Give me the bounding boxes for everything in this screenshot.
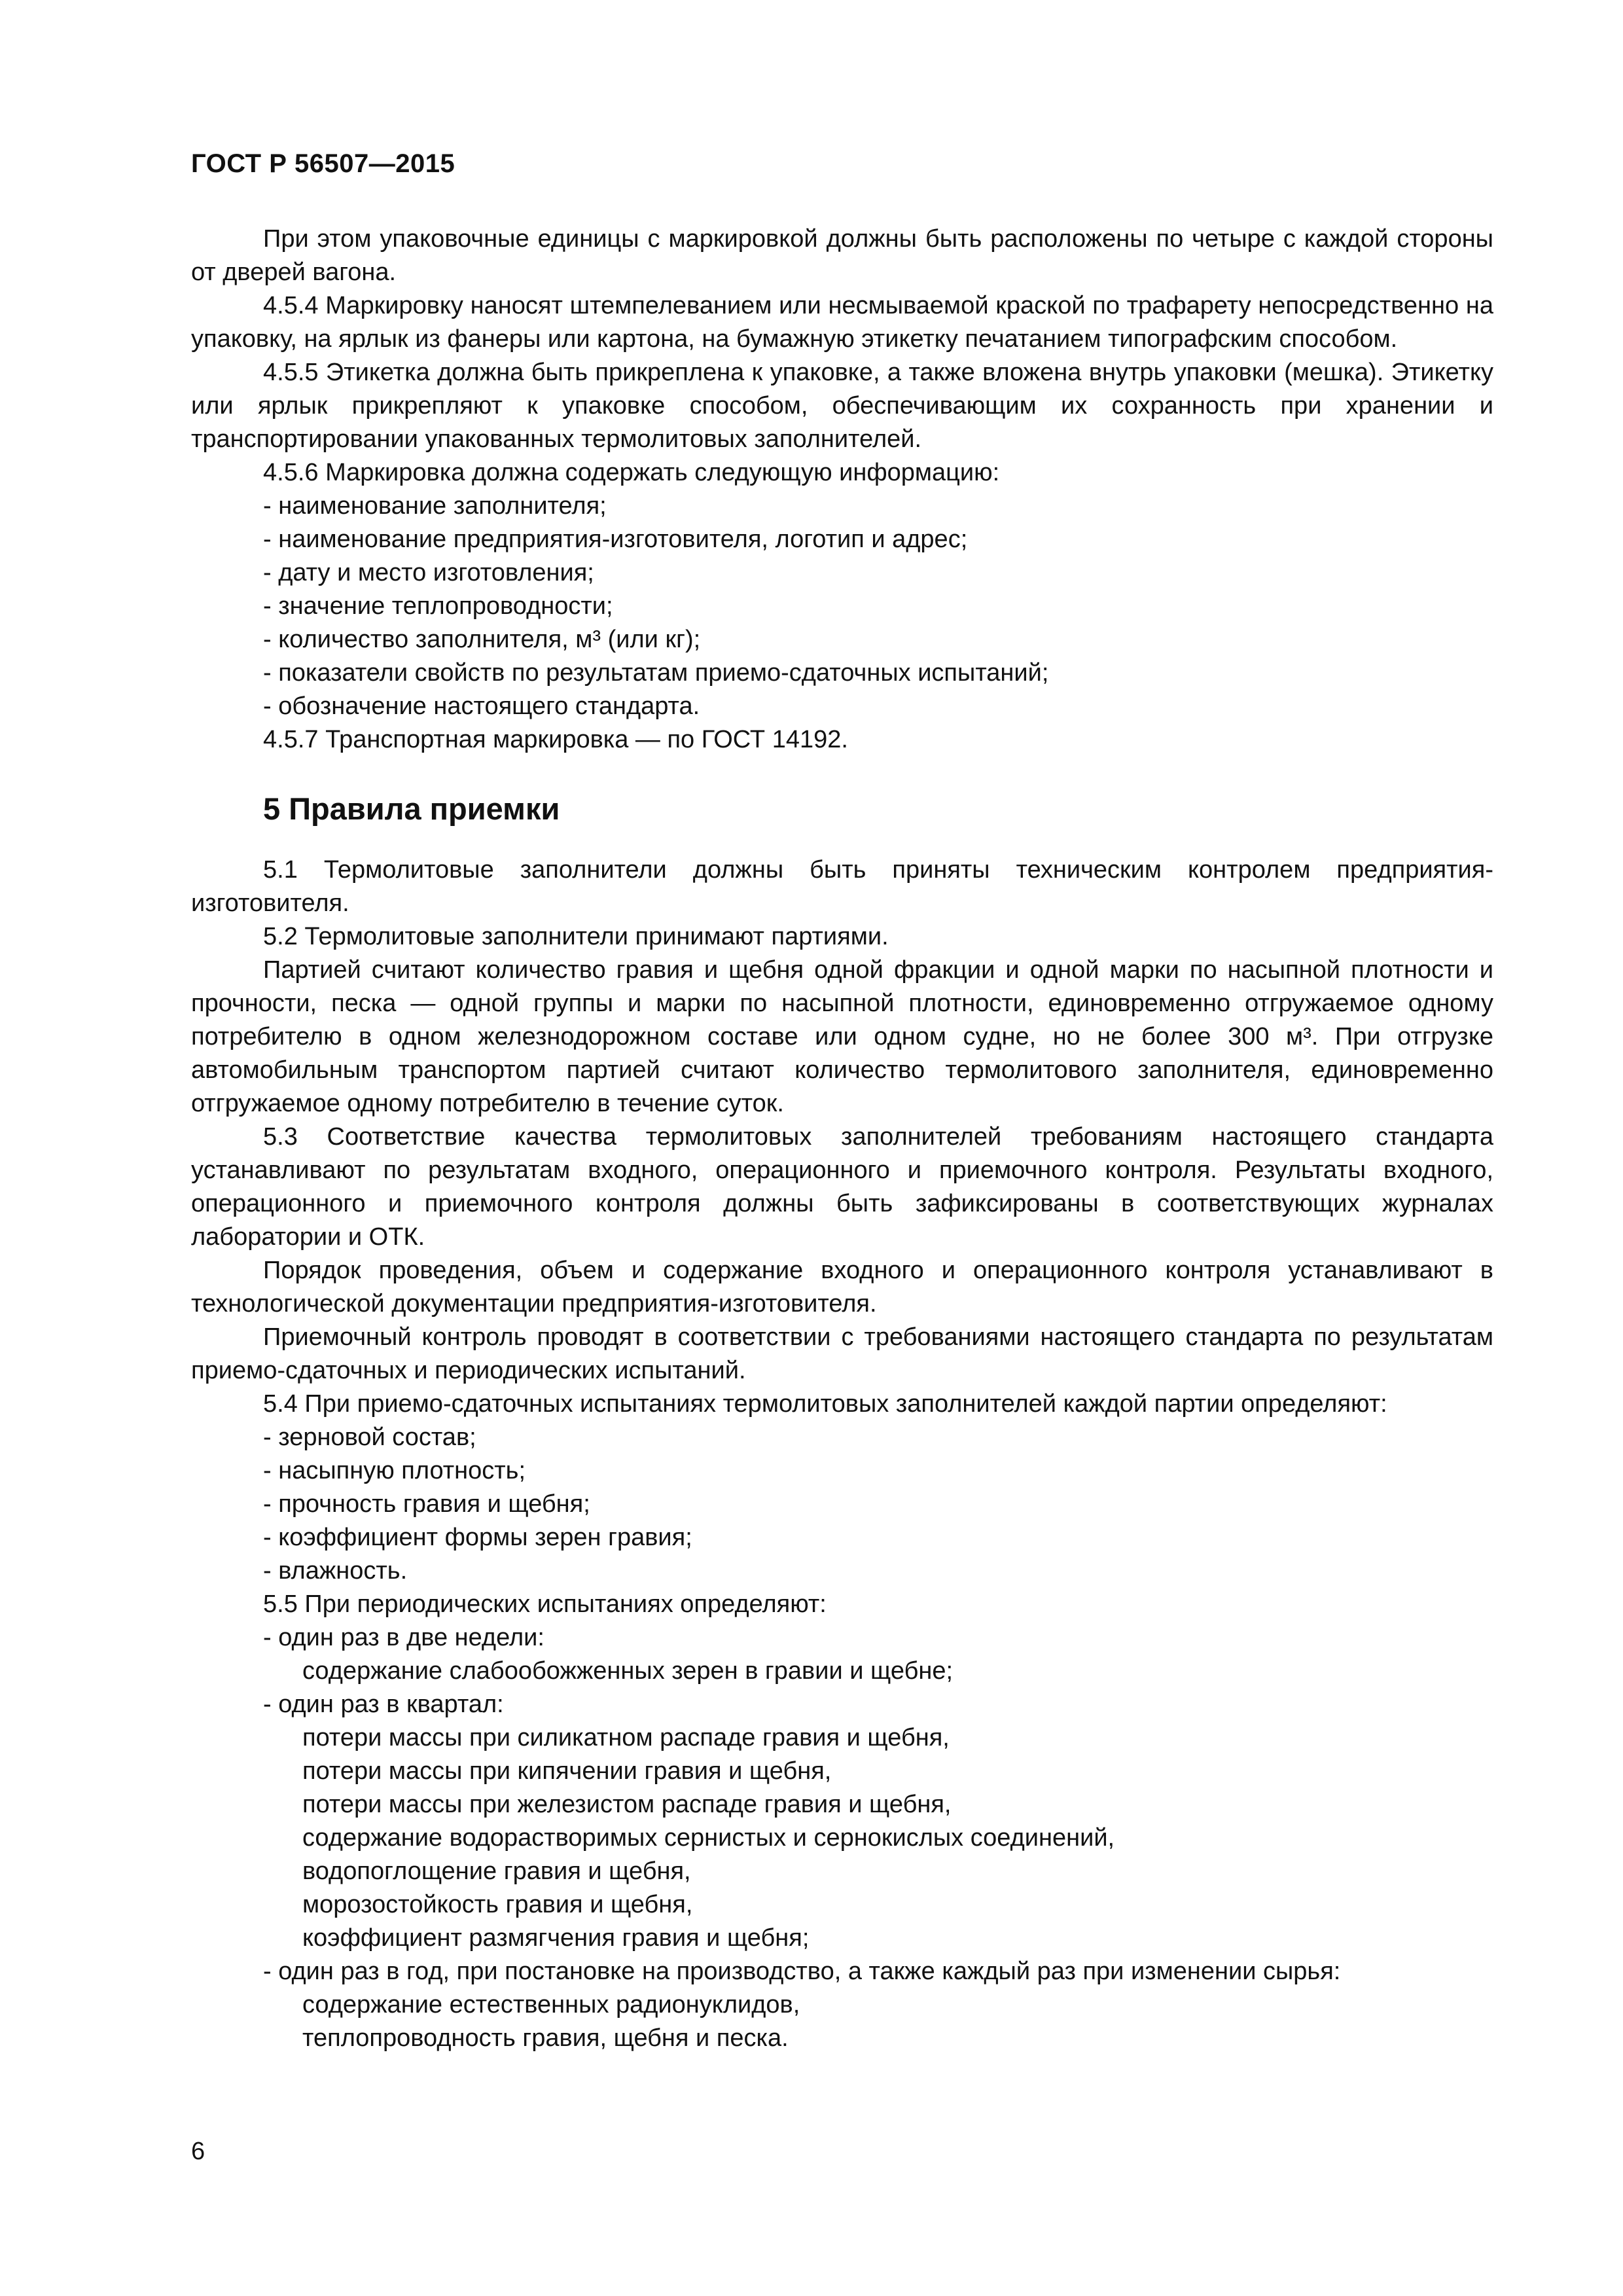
- list-item: - прочность гравия и щебня;: [263, 1490, 590, 1518]
- sub-list-item: водопоглощение гравия и щебня,: [302, 1857, 691, 1885]
- paragraph-party-definition: Партией считают количество гравия и щебня одной фракции и одной марки по насыпной плотности и прочности, песка — одной группы и марки по насыпной плотности, единовременно отгружаемое одному потребителю в одном железнодорожном составе или одном судне, но не более 300 м³. При отгрузке автомобильным транспортом партией считают количество термолитового заполнителя, единовременно отгружаемое одному потребителю в течение суток.: [191, 956, 1493, 1117]
- sub-list-item: содержание слабообожженных зерен в гравии и щебне;: [302, 1657, 954, 1685]
- paragraph-4-5-4: 4.5.4 Маркировку наносят штемпелеванием или несмываемой краской по трафарету непосредственно на упаковку, на ярлык из фанеры или картона, на бумажную этикетку печатанием типографским способом.: [191, 292, 1493, 353]
- paragraph-acceptance-control: Приемочный контроль проводят в соответствии с требованиями настоящего стандарта по результатам приемо-сдаточных и периодических испытаний.: [191, 1323, 1493, 1384]
- sub-list-item: потери массы при кипячении гравия и щебня,: [302, 1757, 832, 1785]
- list-item: - количество заполнителя, м³ (или кг);: [263, 626, 701, 653]
- paragraph-5-5: 5.5 При периодических испытаниях определяют:: [263, 1590, 827, 1618]
- page-number: 6: [191, 2138, 205, 2165]
- paragraph-5-2: 5.2 Термолитовые заполнители принимают партиями.: [263, 923, 889, 950]
- paragraph-5-4: 5.4 При приемо-сдаточных испытаниях термолитовых заполнителей каждой партии определяют:: [263, 1390, 1387, 1418]
- sub-list-item: морозостойкость гравия и щебня,: [302, 1891, 693, 1918]
- list-item: - наименование предприятия-изготовителя, логотип и адрес;: [263, 526, 968, 553]
- sub-list-item: потери массы при силикатном распаде гравия и щебня,: [302, 1724, 950, 1751]
- list-item: - наименование заполнителя;: [263, 492, 607, 520]
- list-item: - насыпную плотность;: [263, 1457, 526, 1484]
- list-item: - зерновой состав;: [263, 1424, 476, 1451]
- section-title: 5 Правила приемки: [263, 791, 560, 826]
- list-item-yearly: - один раз в год, при постановке на производство, а также каждый раз при изменении сырья:: [263, 1958, 1341, 1985]
- list-item: - влажность.: [263, 1557, 408, 1585]
- paragraph-5-1: 5.1 Термолитовые заполнители должны быть приняты техническим контролем предприятия-изготовителя.: [191, 856, 1493, 917]
- document-header: ГОСТ Р 56507—2015: [191, 149, 455, 178]
- list-item-quarterly: - один раз в квартал:: [263, 1691, 504, 1718]
- paragraph-control-order: Порядок проведения, объем и содержание входного и операционного контроля устанавливают в технологической документации предприятия-изготовителя.: [191, 1257, 1493, 1318]
- list-item: - обозначение настоящего стандарта.: [263, 692, 700, 720]
- list-item: - значение теплопроводности;: [263, 592, 613, 620]
- sub-list-item: содержание естественных радионуклидов,: [302, 1991, 800, 2018]
- paragraph-4-5-5: 4.5.5 Этикетка должна быть прикреплена к упаковке, а также вложена внутрь упаковки (мешка). Этикетку или ярлык прикрепляют к упаковке способом, обеспечивающим их сохранность при хранении и транспортировании упакованных термолитовых заполнителей.: [191, 359, 1493, 453]
- paragraph-4-5-7: 4.5.7 Транспортная маркировка — по ГОСТ 14192.: [263, 726, 848, 753]
- sub-list-item: коэффициент размягчения гравия и щебня;: [302, 1924, 810, 1952]
- sub-list-item: содержание водорастворимых сернистых и сернокислых соединений,: [302, 1824, 1115, 1852]
- page-content: [191, 223, 1493, 2055]
- list-item-biweekly: - один раз в две недели:: [263, 1624, 544, 1651]
- paragraph-packaging-units: При этом упаковочные единицы с маркировкой должны быть расположены по четыре с каждой стороны от дверей вагона.: [191, 225, 1493, 286]
- paragraph-4-5-6: 4.5.6 Маркировка должна содержать следующую информацию:: [263, 459, 1000, 486]
- sub-list-item: потери массы при железистом распаде гравия и щебня,: [302, 1791, 952, 1818]
- list-item: - коэффициент формы зерен гравия;: [263, 1524, 692, 1551]
- sub-list-item: теплопроводность гравия, щебня и песка.: [302, 2024, 789, 2052]
- list-item: - дату и место изготовления;: [263, 559, 594, 586]
- list-item: - показатели свойств по результатам приемо-сдаточных испытаний;: [263, 659, 1049, 687]
- paragraph-5-3: 5.3 Соответствие качества термолитовых заполнителей требованиям настоящего стандарта устанавливают по результатам входного, операционного и приемочного контроля. Результаты входного, операционного и приемочного контроля должны быть зафиксированы в соответствующих журналах лаборатории и ОТК.: [191, 1123, 1493, 1251]
